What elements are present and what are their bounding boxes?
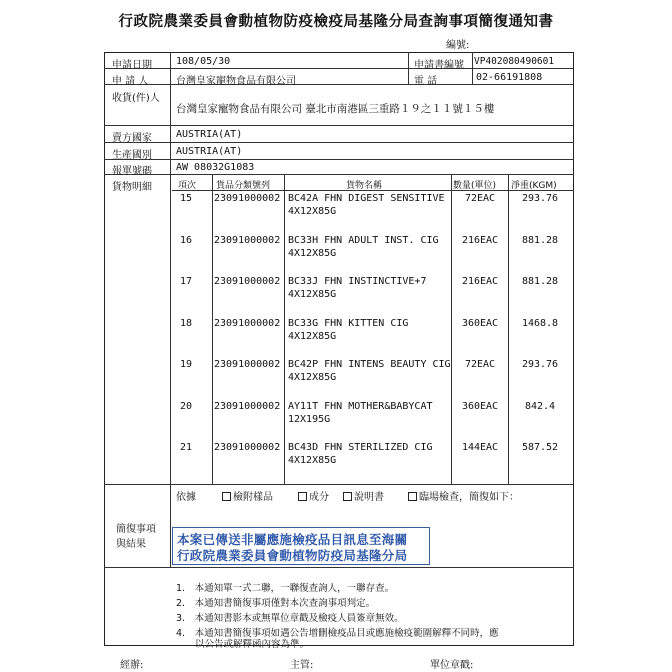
stamp-line-2: 行政院農業委員會動植物防疫局基隆分局 bbox=[177, 548, 408, 563]
row-goods-name: BC33J FHN INSTINCTIVE+7 bbox=[288, 276, 427, 287]
header-quantity: 數量(單位) bbox=[453, 181, 497, 191]
option-manual[interactable]: 說明書 bbox=[343, 488, 384, 503]
row-goods-name: BC33G FHN KITTEN CIG bbox=[288, 317, 409, 329]
row-goods-name: BC43D FHN STERILIZED CIG bbox=[288, 442, 433, 453]
seller-country-label: 賣方國家 bbox=[112, 133, 152, 144]
row-item-no: 20 bbox=[180, 400, 193, 412]
declaration-number-label: 報單號碼 bbox=[112, 166, 152, 177]
row-net-weight: 293.76 bbox=[521, 193, 559, 204]
header-classification-code: 貨品分類號列 bbox=[216, 181, 271, 191]
document-title: 行政院農業委員會動植物防疫檢疫局基隆分局查詢事項簡復通知書 bbox=[118, 14, 554, 30]
row-quantity: 216EAC bbox=[461, 234, 499, 246]
reply-section-label-line2: 與結果 bbox=[116, 539, 146, 550]
row-item-no: 18 bbox=[180, 317, 193, 329]
row-item-no: 16 bbox=[180, 234, 193, 246]
row-classification-code: 23091000002 bbox=[214, 193, 281, 204]
origin-country-value: AUSTRIA(AT) bbox=[176, 146, 243, 157]
checkbox-manual[interactable] bbox=[343, 492, 352, 501]
row-goods-package: 4X12X85G bbox=[288, 206, 337, 217]
consignee-value: 台灣皇家寵物食品有限公司 臺北市南港區三重路１９之１１號１５樓 bbox=[176, 103, 495, 115]
option-ingredients[interactable]: 成分 bbox=[298, 488, 329, 503]
row-net-weight: 842.4 bbox=[524, 400, 556, 412]
row-item-no: 21 bbox=[180, 442, 193, 453]
consignee-label: 收貨(件)人 bbox=[112, 93, 160, 104]
row-goods-package: 4X12X85G bbox=[288, 455, 337, 466]
row-item-no: 15 bbox=[180, 193, 193, 204]
apply-date-value: 108/05/30 bbox=[176, 56, 231, 67]
supervisor-label: 主管: bbox=[290, 660, 314, 671]
row-quantity: 144EAC bbox=[461, 442, 499, 453]
row-classification-code: 23091000002 bbox=[214, 234, 281, 246]
reply-section-label-line1: 簡復事項 bbox=[116, 524, 156, 535]
row-goods-package: 12X195G bbox=[288, 413, 331, 425]
row-goods-package: 4X12X85G bbox=[288, 372, 337, 383]
handler-label: 經辦: bbox=[120, 660, 144, 671]
header-goods-name: 貨物名稱 bbox=[346, 181, 383, 191]
checkbox-ingredients[interactable] bbox=[298, 492, 307, 501]
option-onsite-inspection[interactable]: 臨場檢查，簡復如下： bbox=[408, 488, 519, 503]
row-net-weight: 881.28 bbox=[521, 276, 559, 287]
declaration-number-value: AW 08032G1083 bbox=[176, 162, 255, 173]
unit-seal-label: 單位章戳: bbox=[430, 660, 474, 671]
row-goods-name: BC42P FHN INTENS BEAUTY CIG bbox=[288, 359, 451, 370]
row-goods-name: BC33H FHN ADULT INST. CIG bbox=[288, 234, 439, 246]
row-item-no: 17 bbox=[180, 276, 193, 287]
row-goods-name: AY11T FHN MOTHER&BABYCAT bbox=[288, 400, 433, 412]
checkbox-sample[interactable] bbox=[222, 492, 231, 501]
row-goods-package: 4X12X85G bbox=[288, 247, 337, 259]
row-classification-code: 23091000002 bbox=[214, 317, 281, 329]
row-classification-code: 23091000002 bbox=[214, 442, 281, 453]
note-1: 1. 本通知單一式二聯，一聯復查詢人，一聯存查。 bbox=[176, 583, 395, 594]
phone-label: 電 話 bbox=[414, 76, 438, 87]
document-number-label: 編號: bbox=[446, 40, 470, 51]
applicant-label: 申 請 人 bbox=[112, 76, 149, 87]
row-quantity: 72EAC bbox=[464, 359, 496, 370]
row-quantity: 72EAC bbox=[464, 193, 496, 204]
row-quantity: 360EAC bbox=[461, 400, 499, 412]
note-5: 以公告或解釋函內容為準。 bbox=[176, 639, 310, 650]
stamp-line-1: 本案已傳送非屬應施檢疫品目訊息至海關 bbox=[177, 532, 408, 547]
row-classification-code: 23091000002 bbox=[214, 276, 281, 287]
seller-country-value: AUSTRIA(AT) bbox=[176, 129, 243, 140]
header-item-no: 項次 bbox=[178, 181, 197, 191]
applicant-value: 台灣皇家寵物食品有限公司 bbox=[176, 76, 296, 87]
row-quantity: 216EAC bbox=[461, 276, 499, 287]
row-classification-code: 23091000002 bbox=[214, 400, 281, 412]
row-net-weight: 881.28 bbox=[521, 234, 559, 246]
row-quantity: 360EAC bbox=[461, 317, 499, 329]
checkbox-onsite-inspection[interactable] bbox=[408, 492, 417, 501]
note-4: 4. 本通知書簡復事項如遇公告增刪檢疫品目或應施檢疫範圍解釋不同時，應 bbox=[176, 628, 499, 639]
goods-detail-label: 貨物明細 bbox=[112, 182, 152, 193]
customs-notice-stamp bbox=[172, 527, 430, 565]
row-goods-name: BC42A FHN DIGEST SENSITIVE bbox=[288, 193, 445, 204]
header-net-weight: 淨重(KGM) bbox=[511, 181, 557, 191]
note-3: 3. 本通知書影本或無單位章戳及檢疫人員簽章無效。 bbox=[176, 613, 404, 624]
row-net-weight: 1468.8 bbox=[521, 317, 559, 329]
row-net-weight: 293.76 bbox=[521, 359, 559, 370]
row-goods-package: 4X12X85G bbox=[288, 289, 337, 300]
row-item-no: 19 bbox=[180, 359, 193, 370]
application-number-label: 申請書編號 bbox=[414, 60, 464, 71]
row-classification-code: 23091000002 bbox=[214, 359, 281, 370]
application-number-value: VP402080490601 bbox=[474, 56, 555, 67]
note-2: 2. 本通知書簡復事項僅對本次查詢事項判定。 bbox=[176, 598, 376, 609]
option-sample[interactable]: 檢附樣品 bbox=[222, 488, 273, 503]
according-label: 依據 bbox=[176, 492, 196, 503]
row-goods-package: 4X12X85G bbox=[288, 330, 337, 342]
origin-country-label: 生產國別 bbox=[112, 150, 152, 161]
row-net-weight: 587.52 bbox=[521, 442, 559, 453]
phone-value: 02-66191808 bbox=[476, 72, 543, 83]
apply-date-label: 申請日期 bbox=[112, 60, 152, 71]
